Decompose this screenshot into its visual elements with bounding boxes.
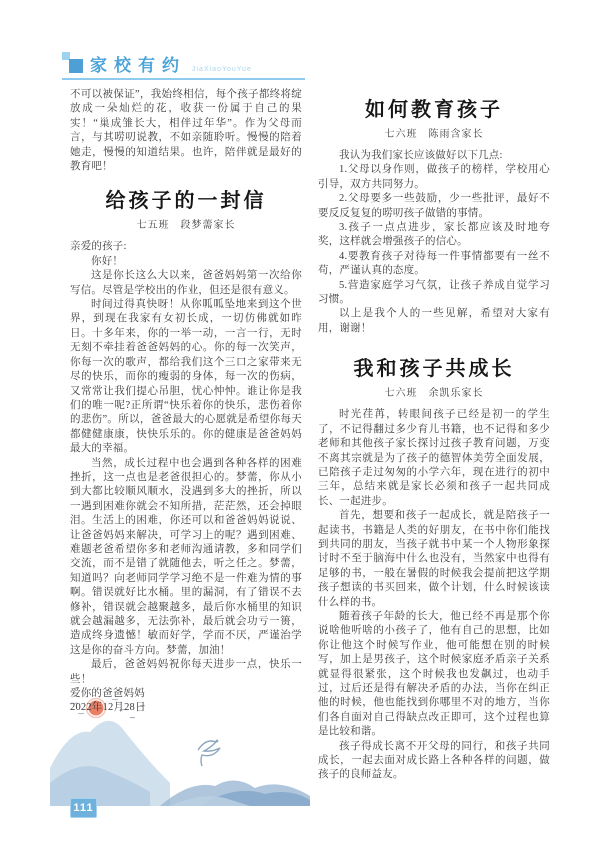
letter-paragraph: 最后，爸爸妈妈祝你每天进步一点，快乐一些！ (70, 659, 302, 685)
article1-list-item: 5.营造家庭学习气氛，让孩子养成自觉学习习惯。 (318, 279, 550, 306)
left-column (70, 88, 302, 716)
section-title: 家校有约 (90, 56, 186, 75)
article2-byline: 七六班 余凯乐家长 (384, 388, 484, 400)
continued-paragraph: 不可以被保证”，我始终相信，每个孩子都终将绽放成一朵灿烂的花，收获一份属于自己的果实！“巢成雏长大，相伴过年华”。作为父母而言，与其唠叨说教，不如亲随聆听。慢慢的陪着她走，慢慢的知道结果。也许，陪伴就是最好的教育吧！ (70, 89, 302, 173)
logo-squares-icon (62, 52, 84, 74)
article2-title: 我和孩子共成长 (353, 358, 515, 381)
letter-paragraph: 你好！ (91, 255, 124, 267)
article1-list-item: 1.父母以身作则，做孩子的榜样，学校用心引导，双方共同努力。 (318, 164, 550, 190)
section-subtitle: JiaXiaoYouYue (192, 66, 252, 73)
article1-intro: 我认为我们家长应该做好以下几点: (339, 150, 503, 161)
article1-list-item: 4.要教育孩子对待每一件事情都要有一丝不苟，严谨认真的态度。 (318, 250, 550, 277)
letter-byline: 七五班 段梦薷家长 (136, 220, 236, 232)
letter-paragraph: 这是你长这么大以来，爸爸妈妈第一次给你写信。尽管是学校出的作业，但还是很有意义。 (70, 270, 302, 296)
article1-list-item: 2.父母要多一些鼓励，少一些批评，最好不要反反复复的唠叨孩子做错的事情。 (318, 193, 550, 219)
letter-salutation: 亲爱的孩子: (70, 241, 127, 253)
article2-paragraph: 随着孩子年龄的长大，他已经不再是那个你说啥他听啥的小孩子了，他有自己的思想，比如你让他这个时候写作业，他可能想在别的时候写，加上是男孩子，这个时候家庭矛盾亲子关系就显得很紧张，这个时候我也发飙过，也动手过，过后还是得有解决矛盾的办法，当你在纠正他的时候，他也能找到你哪里不对的地方，当你们各自面对自己得缺点改正即可，这个过程也算是比较和谐。 (318, 610, 550, 738)
article1-title: 如何教育孩子 (365, 99, 503, 121)
letter-paragraph: 时间过得真快呀！从你呱呱坠地来到这个世界，到现在我家有女初长成，一切仿佛就如昨日。十多年来，你的一举一动，一言一行，无时无刻不牵挂着爸爸妈妈的心。你的每一次笑声，你每一次的歌声，都给我们这个三口之家带来无尽的快乐，而你的瘦弱的身体，每一次的伤病，又常常让我们提心吊胆，忧心忡忡。谁让你是我们的唯一呢?正所谓“快乐着你的快乐，悲伤着你的悲伤”。所以，爸爸最大的心愿就是希望你每天都健健康康，快快乐乐的。你的健康是爸爸妈妈最大的幸福。 (70, 299, 302, 455)
article2-paragraph: 时光荏苒，转眼间孩子已经是初一的学生了，不记得翻过多少育儿书籍，也不记得和多少老师和其他孩子家长探讨过孩子教育问题，万变不离其宗就是为了孩子的德智体美劳全面发展，已陪孩子走过匆匆的小学六年，现在进行的初中三年，总结来就是家长必须和孩子一起共同成长、一起进步。 (318, 409, 550, 507)
article1-list-item: 3.孩子一点点进步，家长都应该及时地夸奖，这样就会增强孩子的信心。 (318, 222, 550, 248)
crane-icon (198, 740, 220, 766)
page-header (62, 52, 305, 80)
letter-paragraph: 当然，成长过程中也会遇到各种各样的困难挫折，这一点也是老爸很担心的。梦薷，你从小到大都比较顺风顺水，没遇到多大的挫折，所以一遇到困难你就会不知所措，茫茫然，还会掉眼泪。生活上的困难，你还可以和爸爸妈妈说说、让爸爸妈妈来解决，可学习上的呢？遇到困难、难题老爸希望你多和老师沟通请教，多和同学们交流，而不是错了就随他去，听之任之。梦薷，知道吗？向老师同学学习绝不是一件难为情的事啊。错误就好比水桶。里的漏洞，有了错误不去修补，错误就会越聚越多，最后你水桶里的知识就会越漏越多，无法弥补，最后就会功亏一篑，造成终身遗憾！敏而好学，学而不厌，严谨治学这是你的奋斗方向。梦薷，加油！ (70, 457, 302, 656)
right-column (318, 93, 550, 783)
article1-closing: 以上是我个人的一些见解，希望对大家有用，谢谢！ (318, 308, 550, 334)
letter-date: 2022年12月28日 (70, 702, 146, 714)
article2-paragraph: 孩子得成长离不开父母的同行，和孩子共同成长，一起去面对成长路上各种各样的问题，做孩子的良师益友。 (318, 740, 550, 781)
article2-paragraph: 首先，想要和孩子一起成长，就是陪孩子一起读书，书籍是人类的好朋友，在书中你们能找到共同的朋友，当孩子就书中某一个人物形象探讨时不至于脑海中什么也没有，当然家中也得有足够的书，一般在暑假的时候我会提前把这学期孩子想读的书买回来，做个计划，什么时候该读什么样的书。 (318, 510, 550, 608)
letter-title: 给孩子的一封信 (105, 190, 267, 213)
letter-signature: 爱你的爸爸妈妈 (70, 688, 145, 700)
mountains-icon (50, 721, 310, 806)
page-number: 111 (70, 798, 97, 818)
article1-byline: 七六班 陈雨含家长 (384, 129, 484, 140)
